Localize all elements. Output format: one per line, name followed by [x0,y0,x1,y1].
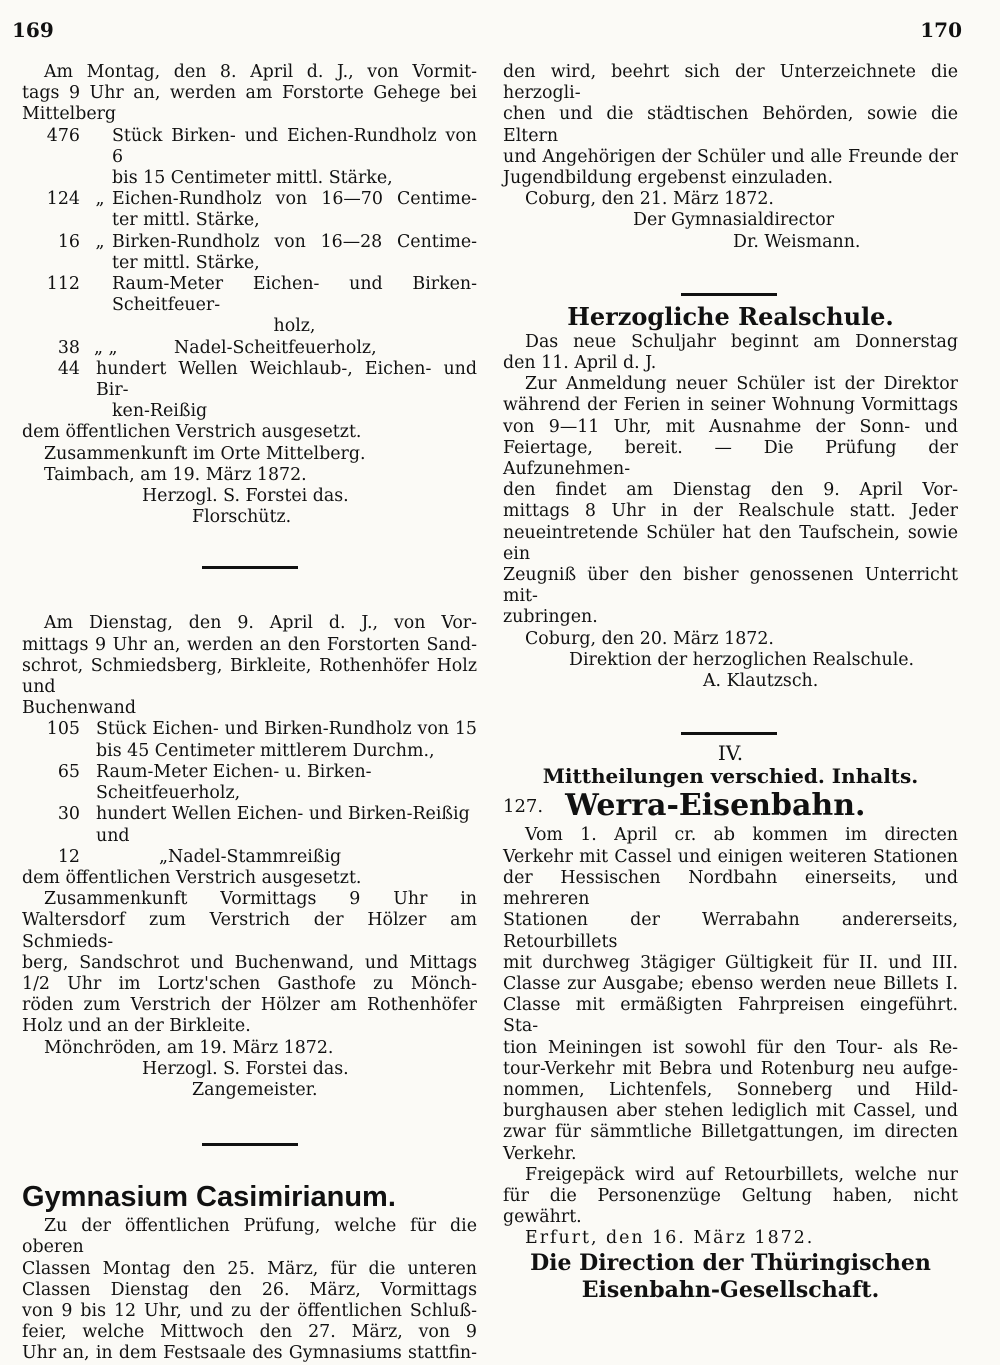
left-column [22,62,477,1365]
item-text: Birken-Rundholz von 16—28 Centime- [112,231,477,252]
notice-date: Mönchröden, am 19. März 1872. [44,1037,334,1058]
item-quantity: 38 [57,337,80,358]
list-item [22,762,477,804]
notice-line: während der Ferien in seiner Wohnung Vormittags [503,395,958,416]
notice-line: den findet am Dienstag den 9. April Vor- [503,480,958,501]
notice-date: Coburg, den 20. März 1872. [525,628,774,649]
notice-line: Am Montag, den 8. April d. J., von Vormit- [44,62,477,82]
item-ditto [88,126,112,190]
item-text: Stück Eichen- und Birken-Rundholz von 15 [96,719,477,740]
notice-line: mit durchweg 3tägiger Gültigkeit für II. und III. [503,952,958,973]
item-text: Nadel-Scheitfeuerholz, [174,337,377,358]
notice-line: Uhr an, in dem Festsaale des Gymnasiums stattfin- [22,1343,477,1364]
notice-date: Coburg, den 21. März 1872. [525,189,774,210]
item-text: hundert Wellen Weichlaub-, Eichen- und Bir- [96,358,477,401]
notice-line: zwar für sämmtliche Billetgattungen, im directen [503,1122,958,1143]
notice-line: tion Meiningen ist sowohl für den Tour- als Re- [503,1037,958,1058]
divider [681,732,777,735]
item-ditto: „ „ [94,337,118,358]
item-ditto: „ [95,189,105,210]
article-title: Werra-Eisenbahn. [565,788,866,824]
notice-line: Holz und an der Birkleite. [22,1016,251,1037]
notice-line: Classen Montag den 25. März, für die unteren [22,1258,477,1279]
notice-line: Zusammenkunft im Orte Mittelberg. [44,443,366,464]
notice-gymnasium [22,1178,477,1364]
notice-line: tour-Verkehr mit Bebra und Rotenburg neu aufge- [503,1058,958,1079]
notice-line: und Angehörigen der Schüler und alle Freunde der [503,146,958,167]
item-text: ter mittl. Stärke, [112,252,260,273]
notice-line: der Hessischen Nordbahn einerseits, und mehreren [503,867,958,910]
notice-line: Verkehr. [503,1143,577,1164]
notice-line: nommen, Lichtenfels, Sonneberg und Hild- [503,1079,958,1100]
notice-line: Verkehr mit Cassel und einigen weiteren Stationen [503,846,958,867]
item-quantity: 65 [57,761,80,782]
notice-signature: Eisenbahn-Gesellschaft. [581,1276,880,1303]
notice-moenchroeden [22,613,477,1101]
notice-signature: Florschütz. [192,507,292,528]
section-title: Gymnasium Casimirianum. [22,1181,396,1214]
list-item [22,338,477,359]
section-numeral: IV. [717,741,744,766]
item-text: ter mittl. Stärke, [112,210,260,231]
notice-line: von 9—11 Uhr, mit Ausnahme der Sonn- und [503,416,958,437]
divider [202,566,298,569]
item-text: hundert Wellen Eichen- und Birken-Reißig und [96,804,470,846]
notice-line: dem öffentlichen Verstrich ausgesetzt. [22,867,362,888]
notice-werra-eisenbahn [503,788,958,1303]
section-heading: Mittheilungen verschied. Inhalts. [542,764,919,789]
item-text: bis 15 Centimeter mittl. Stärke, [112,168,393,189]
list-item [22,126,477,190]
list-item [22,189,477,231]
item-text: holz, [273,316,316,337]
notice-line: Zu der öffentlichen Prüfung, welche für die oberen [22,1216,477,1258]
notice-signature: Dr. Weismann. [733,231,861,252]
divider [681,293,777,296]
notice-line: von 9 bis 12 Uhr, und zu der öffentlichen Schluß- [22,1300,477,1321]
item-ditto [88,804,96,846]
notice-line: röden zum Verstrich der Hölzer am Rothenhöfer [22,995,477,1016]
list-item [22,359,477,423]
notice-line: mittags 8 Uhr in der Realschule statt. Jeder [503,501,958,522]
notice-line: berg, Sandschrot und Buchenwand, und Mittags [22,952,477,973]
list-item [22,804,477,846]
item-ditto [88,274,112,338]
notice-line: den 11. April d. J. [503,353,657,374]
notice-line: mittags 9 Uhr an, werden an den Forstorten Sand- [22,634,477,655]
item-quantity: 16 [57,231,80,252]
notice-line: Classe zur Ausgabe; ebenso werden neue Billets I. [503,973,958,994]
list-item [22,719,477,761]
notice-line: Classe mit ermäßigten Fahrpreisen eingeführt. Sta- [503,995,958,1037]
notice-line: Vom 1. April cr. ab kommen im directen [525,825,958,846]
divider [202,1143,298,1146]
notice-line: schrot, Schmiedsberg, Birkleite, Rothenhöfer Holz und [22,655,477,698]
notice-line: Zusammenkunft Vormittags 9 Uhr in [44,889,477,910]
notice-office: Herzogl. S. Forstei das. [142,486,349,507]
item-quantity: 112 [46,274,80,295]
notice-line: Zur Anmeldung neuer Schüler ist der Direktor [525,374,958,395]
page-number-right: 170 [920,18,962,42]
page-number-left: 169 [12,18,54,42]
item-text: Nadel-Stammreißig [168,846,342,867]
notice-line: Waltersdorf zum Verstrich der Hölzer am Schmieds- [22,910,477,952]
notice-line: Freigepäck wird auf Retourbillets, welche nur [525,1164,958,1185]
item-text: Raum-Meter Eichen- u. Birken-Scheitfeuerholz, [96,761,372,804]
notice-date: Taimbach, am 19. März 1872. [44,464,307,485]
notice-line: Feiertage, bereit. — Die Prüfung der Aufzunehmen- [503,437,958,480]
item-text: ken-Reißig [112,401,208,422]
notice-line: Am Dienstag, den 9. April d. J., von Vor- [44,613,477,634]
notice-line: Jugendbildung ergebenst einzuladen. [503,168,833,189]
article-number: 127. [503,796,544,818]
notice-line: zubringen. [503,607,598,628]
item-quantity: 105 [46,719,80,740]
notice-line: tags 9 Uhr an, werden am Forstorte Gehege bei [22,83,477,104]
notice-gymnasium-continued [503,62,958,253]
item-text: Eichen-Rundholz von 16—70 Centime- [112,189,477,210]
notice-line: für die Personenzüge Geltung haben, nicht gewährt. [503,1185,958,1228]
notice-realschule [503,302,958,692]
notice-signature: A. Klautzsch. [703,671,819,692]
article-heading [503,788,958,825]
list-item [22,274,477,338]
item-quantity: 44 [57,358,80,379]
notice-signature: Zangemeister. [192,1079,318,1100]
notice-line: chen und die städtischen Behörden, sowie die Eltern [503,104,958,146]
item-ditto [88,762,96,804]
notice-line: feier, welche Mittwoch den 27. März, von 9 [22,1322,477,1343]
section-title: Herzogliche Realschule. [567,301,894,331]
notice-line: burghausen aber stehen lediglich mit Cassel, und [503,1101,958,1122]
notice-office: Direktion der herzoglichen Realschule. [569,649,915,670]
item-text: Stück Birken- und Eichen-Rundholz von 6 [112,125,477,167]
item-text: Raum-Meter Eichen- und Birken-Scheitfeuer- [112,274,477,316]
notice-line: Zeugniß über den bisher genossenen Unterricht mit- [503,565,958,607]
notice-line: 1/2 Uhr im Lortz'schen Gasthofe zu Mönch- [22,973,477,994]
notice-line: dem öffentlichen Verstrich ausgesetzt. [22,422,362,443]
item-quantity: 12 [57,846,80,867]
notice-line: neueintretende Schüler hat den Taufschein, sowie ein [503,522,958,564]
item-ditto: „ [95,231,105,252]
item-ditto [88,719,96,761]
list-item [22,232,477,274]
notice-line: Buchenwand [22,698,136,719]
item-quantity: 124 [46,189,80,210]
notice-office: Der Gymnasialdirector [633,210,835,231]
notice-office: Herzogl. S. Forstei das. [142,1058,349,1079]
item-quantity: 30 [57,804,80,825]
right-column [503,62,958,1304]
notice-line: den wird, beehrt sich der Unterzeichnete die herzogli- [503,62,958,104]
notice-signature: Die Direction der Thüringischen [530,1249,931,1276]
item-text: bis 45 Centimeter mittlerem Durchm., [96,740,435,761]
notice-date: Erfurt, den 16. März 1872. [525,1228,815,1249]
item-ditto [88,359,96,423]
list-item [22,847,477,868]
notice-line: Stationen der Werrabahn andererseits, Retourbillets [503,910,958,952]
notice-mittelberg [22,62,477,528]
notice-line: Das neue Schuljahr beginnt am Donnerstag [525,331,958,352]
item-quantity: 476 [46,125,80,146]
notice-line: Classen Dienstag den 26. März, Vormittags [22,1279,477,1300]
notice-line: Mittelberg [22,104,117,125]
item-ditto: „ [158,846,168,867]
